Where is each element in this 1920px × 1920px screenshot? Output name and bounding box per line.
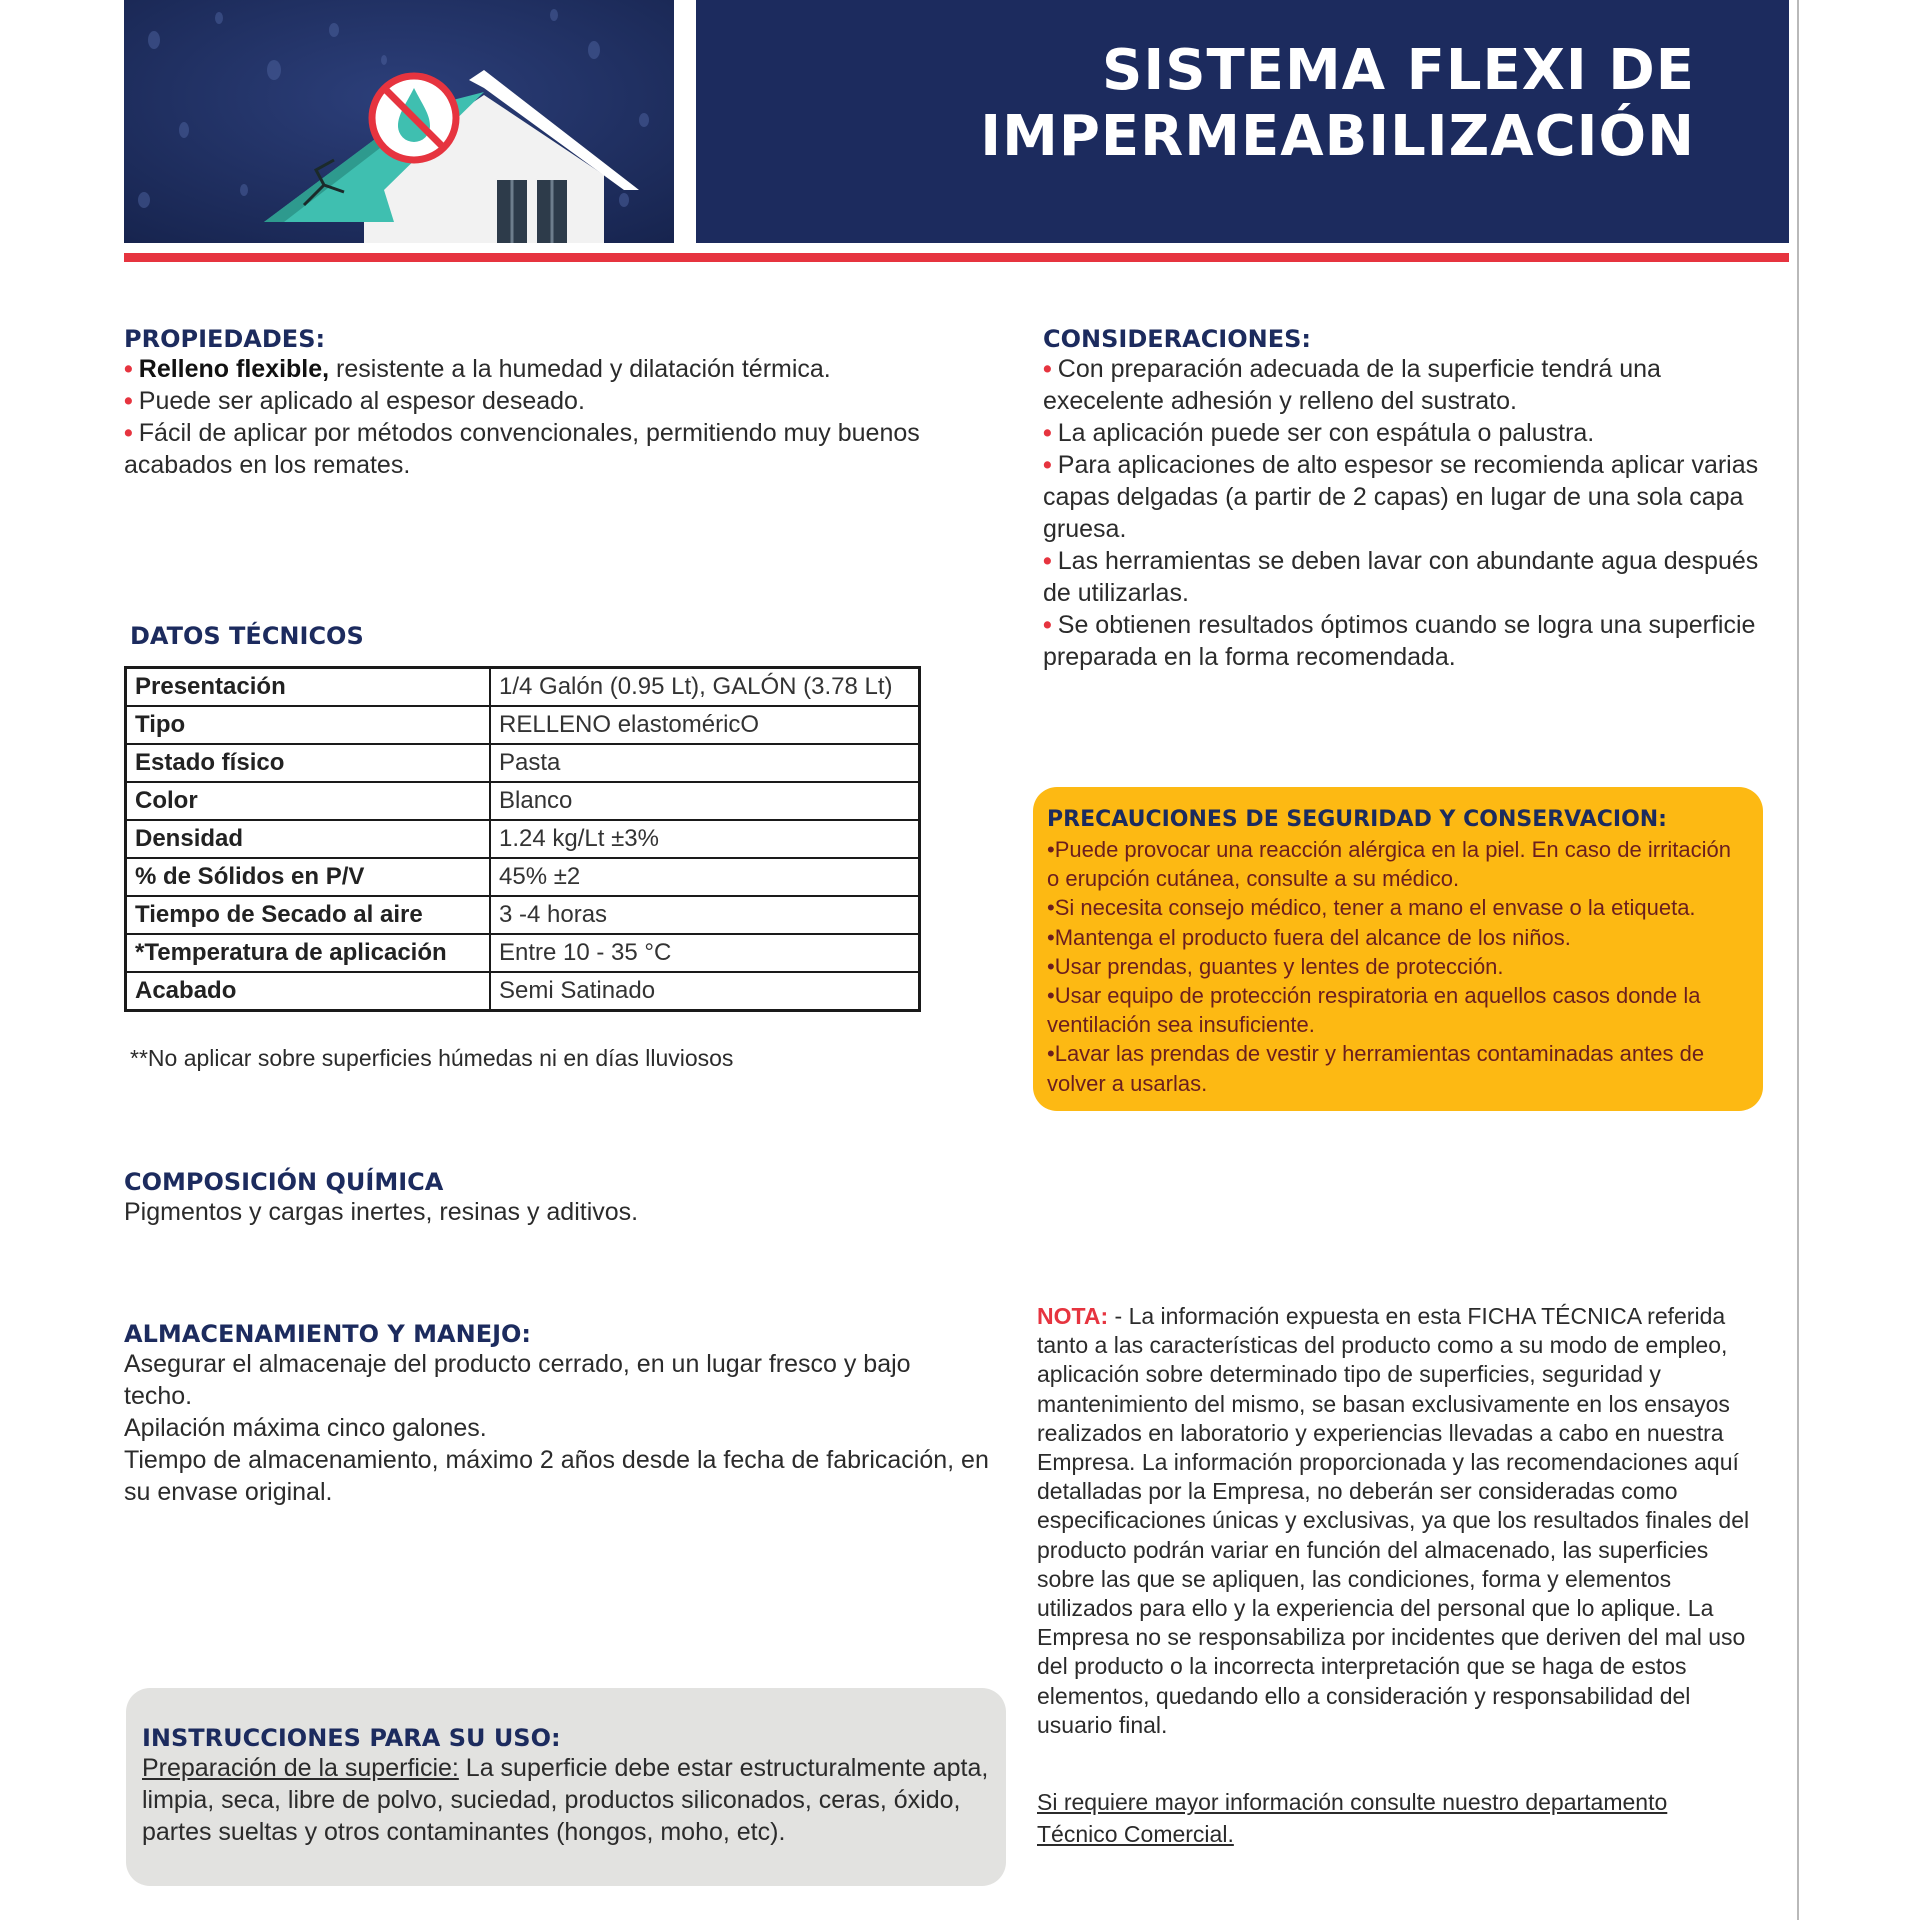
precaucion-item: •Lavar las prendas de vestir y herramientas contaminadas antes de volver a usarlas. <box>1047 1041 1705 1096</box>
table-value-cell: 45% ±2 <box>490 858 920 896</box>
item-text: La aplicación puede ser con espátula o palustra. <box>1057 419 1595 447</box>
item-text: Con preparación adecuada de la superficie tendrá una execelente adhesión y relleno del sustrato. <box>1043 355 1661 415</box>
table-key-cell: Color <box>126 782 491 820</box>
instrucciones-body: La superficie debe estar estructuralmente apta, limpia, seca, libre de polvo, suciedad, productos siliconados, ceras, óxido, partes sueltas y otros contaminantes (hongos, moho, etc). <box>142 1754 989 1846</box>
header-divider <box>674 0 696 243</box>
item-text: Fácil de aplicar por métodos convencionales, permitiendo muy buenos acabados en los remates. <box>124 419 920 479</box>
datos-tecnicos-heading-wrap <box>130 622 364 650</box>
precauciones-heading: PRECAUCIONES DE SEGURIDAD Y CONSERVACION: <box>1047 807 1667 832</box>
list-item <box>1043 417 1763 449</box>
table-key-cell: Acabado <box>126 972 491 1011</box>
list-item <box>124 385 1004 417</box>
precaucion-item: •Usar prendas, guantes y lentes de protección. <box>1047 953 1504 979</box>
almacenamiento-line-1: Asegurar el almacenaje del producto cerrado, en un lugar fresco y bajo techo. <box>124 1350 911 1410</box>
bullet-icon: • <box>1043 355 1052 383</box>
table-key-cell: % de Sólidos en P/V <box>126 858 491 896</box>
datos-tecnicos-table <box>124 666 921 1012</box>
table-row <box>126 668 920 707</box>
propiedades-heading: PROPIEDADES: <box>124 325 326 353</box>
almacenamiento-heading: ALMACENAMIENTO Y MANEJO: <box>124 1320 532 1348</box>
no-leak-icon <box>372 76 456 160</box>
composicion-heading: COMPOSICIÓN QUÍMICA <box>124 1168 444 1196</box>
bullet-icon: • <box>1043 547 1052 575</box>
page-title <box>980 38 1695 170</box>
contact-link[interactable]: Si requiere mayor información consulte nuestro departamento Técnico Comercial. <box>1037 1789 1668 1847</box>
instrucciones-heading: INSTRUCCIONES PARA SU USO: <box>142 1724 561 1752</box>
table-value-cell: 1/4 Galón (0.95 Lt), GALÓN (3.78 Lt) <box>490 668 920 707</box>
instrucciones-label: Preparación de la superficie: <box>142 1754 459 1782</box>
almacenamiento-line-2: Apilación máxima cinco galones. <box>124 1414 487 1442</box>
table-value-cell: Semi Satinado <box>490 972 920 1011</box>
bullet-icon: • <box>124 387 133 415</box>
item-text: Se obtienen resultados óptimos cuando se logra una superficie preparada en la forma recomendada. <box>1043 611 1756 671</box>
table-row <box>126 934 920 972</box>
instrucciones-text <box>142 1752 990 1848</box>
table-value-cell: 1.24 kg/Lt ±3% <box>490 820 920 858</box>
table-row <box>126 858 920 896</box>
table-value-cell: Pasta <box>490 744 920 782</box>
table-row <box>126 972 920 1011</box>
table-value-cell: Entre 10 - 35 °C <box>490 934 920 972</box>
table-row <box>126 744 920 782</box>
title-line-1: SISTEMA FLEXI DE <box>1102 38 1695 103</box>
propiedades-list <box>124 353 1004 481</box>
list-item <box>124 417 1004 481</box>
table-key-cell: Tipo <box>126 706 491 744</box>
table-key-cell: Presentación <box>126 668 491 707</box>
consideraciones-section <box>1043 325 1763 673</box>
almacenamiento-line-3: Tiempo de almacenamiento, máximo 2 años desde la fecha de fabricación, en su envase original. <box>124 1446 989 1506</box>
list-item <box>1043 609 1763 673</box>
nota-section <box>1037 1302 1767 1740</box>
table-key-cell: Tiempo de Secado al aire <box>126 896 491 934</box>
list-item <box>1043 545 1763 609</box>
composicion-section <box>124 1168 1004 1228</box>
table-key-cell: Densidad <box>126 820 491 858</box>
precaucion-item: •Mantenga el producto fuera del alcance de los niños. <box>1047 924 1571 950</box>
page-edge-rule <box>1797 0 1799 1920</box>
header-red-band <box>124 253 1789 262</box>
propiedades-section <box>124 325 1004 481</box>
composicion-text: Pigmentos y cargas inertes, resinas y aditivos. <box>124 1198 639 1226</box>
almacenamiento-section <box>124 1320 1004 1508</box>
consideraciones-heading: CONSIDERACIONES: <box>1043 325 1311 353</box>
table-row <box>126 706 920 744</box>
bullet-icon: • <box>124 419 133 447</box>
datos-note: **No aplicar sobre superficies húmedas ni en días lluviosos <box>130 1045 734 1071</box>
table-row <box>126 782 920 820</box>
list-item <box>1043 449 1763 545</box>
item-text: resistente a la humedad y dilatación térmica. <box>329 355 831 383</box>
bullet-icon: • <box>1043 419 1052 447</box>
table-value-cell: RELLENO elastoméricO <box>490 706 920 744</box>
nota-text: - La información expuesta en esta FICHA TÉCNICA referida tanto a las características del producto como a su modo de empleo, aplicación sobre determinado tipo de superficies, seguridad y mantenimiento del mismo, se basan exclusivamente en los ensayos realizados en laboratorio y experiencias llevadas a cabo en nuestra Empresa. La información proporcionada y las recomendaciones aquí detalladas por la Empresa, no deberán ser consideradas como especificaciones únicas y exclusivas, ya que los resultados finales del producto podrán variar en función del almacenado, las superficies sobre las que se apliquen, las condiciones, forma y elementos utilizados para ello y la experiencia del personal que lo aplique. La Empresa no se responsabiliza por incidentes que deriven del mal uso del producto o la incorrecta interpretación que se haga de estos elementos, quedando ello a consideración y responsabilidad del usuario final. <box>1037 1303 1750 1738</box>
house-illustration <box>124 0 674 243</box>
precauciones-box <box>1033 787 1763 1111</box>
table-row <box>126 820 920 858</box>
list-item <box>124 353 1004 385</box>
precaucion-item: •Si necesita consejo médico, tener a mano el envase o la etiqueta. <box>1047 895 1696 921</box>
instrucciones-box <box>126 1688 1006 1886</box>
list-item <box>1043 353 1763 417</box>
precaucion-item: •Puede provocar una reacción alérgica en la piel. En caso de irritación o erupción cutánea, consulte a su médico. <box>1047 837 1731 892</box>
bullet-icon: • <box>1043 451 1052 479</box>
table-value-cell: 3 -4 horas <box>490 896 920 934</box>
table-row <box>126 896 920 934</box>
consideraciones-list <box>1043 353 1763 673</box>
item-text: Las herramientas se deben lavar con abundante agua después de utilizarlas. <box>1043 547 1759 607</box>
bullet-icon: • <box>124 355 133 383</box>
table-key-cell: Estado físico <box>126 744 491 782</box>
item-text: Para aplicaciones de alto espesor se recomienda aplicar varias capas delgadas (a partir de 2 capas) en lugar de una sola capa gruesa. <box>1043 451 1759 543</box>
datos-tecnicos-heading: DATOS TÉCNICOS <box>130 622 364 650</box>
header-banner <box>124 0 1789 243</box>
precaucion-item: •Usar equipo de protección respiratoria en aquellos casos donde la ventilación sea insuficiente. <box>1047 983 1701 1038</box>
datos-tecnicos-table-wrap <box>124 666 921 1012</box>
table-key-cell: *Temperatura de aplicación <box>126 934 491 972</box>
title-line-2: IMPERMEABILIZACIÓN <box>980 104 1695 169</box>
item-bold: Relleno flexible, <box>138 355 330 383</box>
table-value-cell: Blanco <box>490 782 920 820</box>
bullet-icon: • <box>1043 611 1052 639</box>
item-text: Puede ser aplicado al espesor deseado. <box>138 387 585 415</box>
nota-label: NOTA: <box>1037 1303 1109 1329</box>
